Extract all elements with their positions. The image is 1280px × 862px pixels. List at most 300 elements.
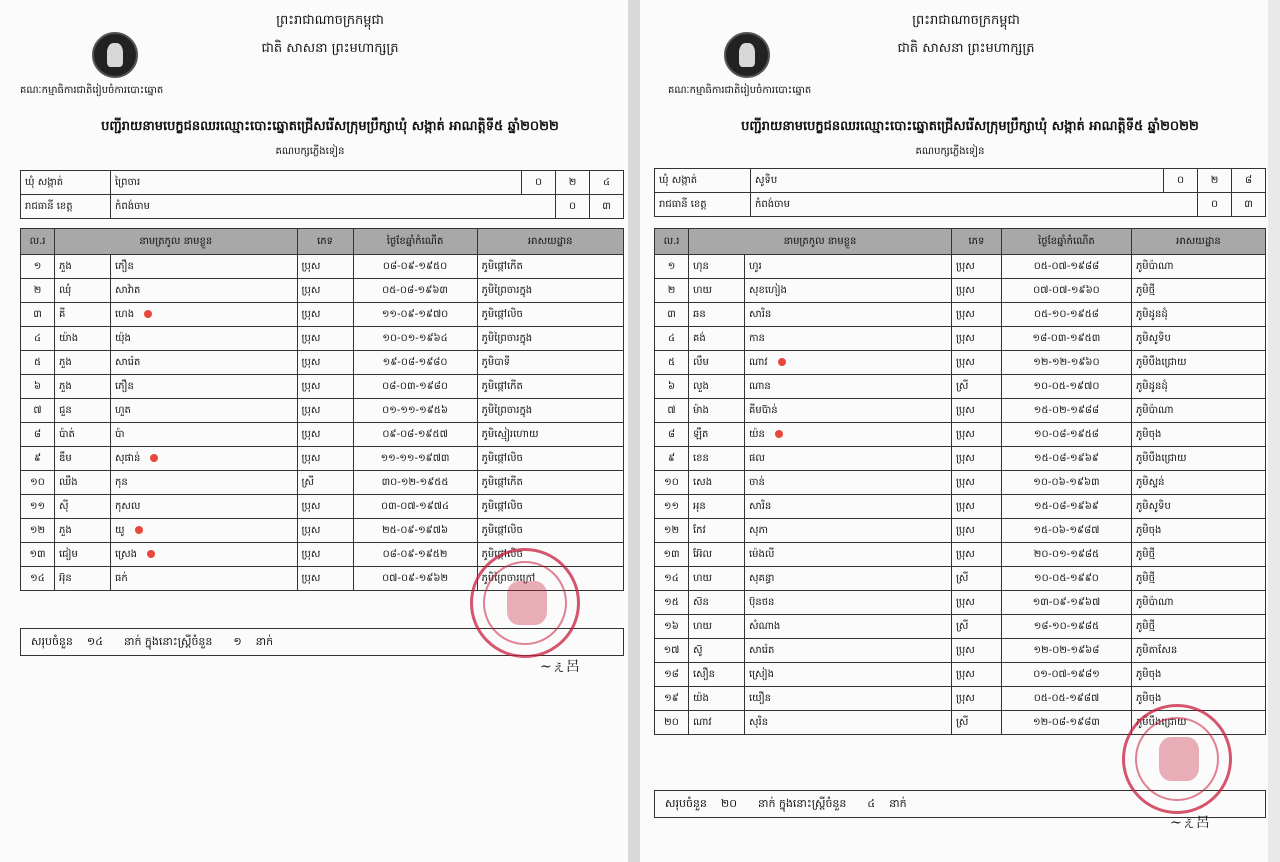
sex-cell-text: ប្រុស xyxy=(301,501,321,512)
address-cell-text: ភូមិបឹងជ្រោយ xyxy=(1135,453,1187,464)
date-of-birth xyxy=(353,519,477,543)
family-name-text: អ៊ុន xyxy=(59,573,72,584)
sex-cell xyxy=(951,423,1001,447)
sex-cell xyxy=(951,279,1001,303)
commune-code-digit: ៤ xyxy=(590,171,624,195)
address-cell-text: ភូមិបាទី xyxy=(481,357,511,368)
row-number-text: ១១ xyxy=(29,501,46,512)
given-name-text: សំណាង xyxy=(749,621,781,632)
date-of-birth-text: ០៥-០៨-១៩៦៣ xyxy=(382,285,448,296)
sex-cell xyxy=(951,615,1001,639)
address-cell xyxy=(1131,687,1265,711)
date-of-birth-text: ២៥-០៩-១៩៧៦ xyxy=(382,525,449,536)
sex-cell-text: ប្រុស xyxy=(301,453,321,464)
family-name xyxy=(689,255,745,279)
address-cell xyxy=(1131,639,1265,663)
given-name xyxy=(745,279,952,303)
sex-cell-text: ប្រុស xyxy=(301,525,321,536)
address-cell-text: ភូមិថ្មី xyxy=(1135,285,1155,296)
family-name xyxy=(689,471,745,495)
given-name xyxy=(745,687,952,711)
address-cell-text: ភូមិផ្កៅកើត xyxy=(481,261,523,272)
given-name-text: ណាន xyxy=(749,381,771,392)
date-of-birth xyxy=(1001,351,1131,375)
address-cell xyxy=(1131,375,1265,399)
row-number-text: ២ xyxy=(667,285,676,296)
date-of-birth xyxy=(353,327,477,351)
committee-name: គណៈកម្មាធិការជាតិរៀបចំការបោះឆ្នោត xyxy=(20,85,164,96)
row-number-text: ១១ xyxy=(663,501,680,512)
location-info-table xyxy=(654,168,1266,217)
address-cell xyxy=(477,519,623,543)
sex-cell-text: ប្រុស xyxy=(955,261,975,272)
row-number xyxy=(655,447,689,471)
date-of-birth-text: ១០-០៨-១៩៥៨ xyxy=(1034,429,1099,440)
date-of-birth xyxy=(353,447,477,471)
date-of-birth xyxy=(1001,711,1131,735)
given-name-text: ចាន់ xyxy=(749,477,765,488)
row-number xyxy=(21,351,55,375)
family-name xyxy=(689,423,745,447)
family-name-text: ឈឹង xyxy=(59,477,78,488)
signature: ~ぇ呂 xyxy=(1170,815,1210,831)
family-name xyxy=(689,495,745,519)
given-name-text: ស្រៀង xyxy=(749,669,774,680)
given-name-text: សុខហៀង xyxy=(749,285,787,296)
given-name xyxy=(745,495,952,519)
given-name xyxy=(745,543,952,567)
family-name-text: អ៊ែល xyxy=(693,549,713,560)
address-cell xyxy=(1131,519,1265,543)
address-cell-text: ភូមិចុង xyxy=(1135,693,1162,704)
family-name-text: ម៉ាង xyxy=(693,405,709,416)
given-name-text: សារ៉េត xyxy=(115,357,141,368)
date-of-birth-text: ១៥-០២-១៩៨៨ xyxy=(1033,405,1100,416)
column-header-sex: ភេទ xyxy=(951,229,1001,255)
date-of-birth xyxy=(353,471,477,495)
sex-cell-text: ស្រី xyxy=(301,477,315,488)
sex-cell xyxy=(297,423,353,447)
commune-name: ព្រៃចារ xyxy=(111,171,522,195)
official-seal-stamp xyxy=(1122,704,1232,814)
address-cell xyxy=(1131,255,1265,279)
date-of-birth-text: ១០-០៥-១៩៧០ xyxy=(1033,381,1100,392)
party-name: គណបក្សភ្លើងទៀន xyxy=(275,146,345,157)
family-name-text: ភួង xyxy=(59,261,72,272)
given-name-text: ភឿន xyxy=(115,381,134,392)
date-of-birth xyxy=(1001,663,1131,687)
row-number xyxy=(21,567,55,591)
document-page-1 xyxy=(0,0,628,862)
date-of-birth-text: ១៥-០៨-១៩៦៩ xyxy=(1034,453,1099,464)
family-name-text: កែវ xyxy=(693,525,706,536)
address-cell-text: ភូមិបឹងជ្រោយ xyxy=(1135,717,1187,728)
family-name xyxy=(55,495,111,519)
kingdom-header: ព្រះរាជាណាចក្រកម្ពុជា xyxy=(912,13,1020,28)
given-name xyxy=(111,399,298,423)
commune-code-digit: ០ xyxy=(522,171,556,195)
given-name xyxy=(111,471,298,495)
given-name-text: សារិន xyxy=(749,501,772,512)
given-name xyxy=(745,663,952,687)
sex-cell xyxy=(951,543,1001,567)
given-name xyxy=(745,711,952,735)
candidate-row xyxy=(655,615,1266,639)
row-number xyxy=(655,375,689,399)
given-name xyxy=(111,255,298,279)
sex-cell-text: ប្រុស xyxy=(955,333,975,344)
family-name xyxy=(689,279,745,303)
given-name-text: យ៉ុង xyxy=(115,333,131,344)
row-number-text: ១ xyxy=(667,261,676,272)
candidate-row xyxy=(655,471,1266,495)
family-name-text: ខេន xyxy=(693,453,709,464)
address-cell-text: ភូមិផ្កៅកើត xyxy=(481,381,523,392)
column-header-number: ល.រ xyxy=(21,229,55,255)
address-cell xyxy=(1131,543,1265,567)
given-name xyxy=(745,615,952,639)
family-name-text: ជួន xyxy=(59,405,72,416)
district-code-digit: ០ xyxy=(556,195,590,219)
row-number-text: ៧ xyxy=(33,405,42,416)
family-name-text: ប៉ាត់ xyxy=(59,429,75,440)
candidate-row xyxy=(655,375,1266,399)
candidate-row xyxy=(21,399,624,423)
row-number-text: ៨ xyxy=(667,429,676,440)
row-number-text: ៩ xyxy=(667,453,676,464)
address-cell xyxy=(477,423,623,447)
district-label: រាជធានី ខេត្ត xyxy=(21,195,111,219)
address-cell-text: ភូមិថ្មី xyxy=(1135,621,1155,632)
sex-cell-text: ស្រី xyxy=(955,621,969,632)
column-header-sex: ភេទ xyxy=(297,229,353,255)
family-name-text: ស៊ី xyxy=(59,501,69,512)
address-cell xyxy=(477,495,623,519)
given-name-text: សុផាន់ xyxy=(115,453,141,464)
sex-cell xyxy=(951,639,1001,663)
sex-cell-text: ប្រុស xyxy=(955,429,975,440)
family-name-text: អុន xyxy=(693,501,706,512)
red-mark-icon xyxy=(775,430,783,438)
family-name-text: លឹម xyxy=(693,357,709,368)
sex-cell xyxy=(297,495,353,519)
candidate-row xyxy=(655,423,1266,447)
family-name xyxy=(55,327,111,351)
row-number xyxy=(21,399,55,423)
family-name xyxy=(689,543,745,567)
address-cell-text: ភូមិចុង xyxy=(1135,429,1162,440)
address-cell-text: ភូមិព្រៃចារក្នុង xyxy=(481,405,533,416)
sex-cell-text: ប្រុស xyxy=(301,549,321,560)
sex-cell-text: ប្រុស xyxy=(955,477,975,488)
family-name-text: ហុន xyxy=(693,261,709,272)
date-of-birth-text: ១០-០១-១៩៦៤ xyxy=(382,333,448,344)
address-cell-text: ភូមិថ្មី xyxy=(1135,549,1155,560)
row-number-text: ១៦ xyxy=(664,621,679,632)
address-cell-text: ភូមិដូនដុំ xyxy=(1135,381,1168,392)
date-of-birth-text: ១១-១១-១៩៧៣ xyxy=(380,453,450,464)
family-name-text: លួង xyxy=(693,381,709,392)
family-name xyxy=(55,519,111,543)
row-number xyxy=(21,519,55,543)
address-cell-text: ភូមិផ្កៅលិច xyxy=(481,453,523,464)
family-name xyxy=(689,567,745,591)
row-number xyxy=(21,327,55,351)
sex-cell-text: ប្រុស xyxy=(301,429,321,440)
candidate-row xyxy=(21,471,624,495)
date-of-birth xyxy=(1001,567,1131,591)
necelection-emblem-icon xyxy=(92,32,138,78)
column-header-number: ល.រ xyxy=(655,229,689,255)
row-number xyxy=(655,351,689,375)
row-number-text: ៦ xyxy=(33,381,42,392)
row-number-text: ១៤ xyxy=(664,573,679,584)
family-name xyxy=(689,399,745,423)
necelection-emblem-icon xyxy=(724,32,770,78)
candidate-row xyxy=(655,399,1266,423)
row-number-text: ១២ xyxy=(663,525,680,536)
red-mark-icon xyxy=(150,454,158,462)
date-of-birth xyxy=(1001,471,1131,495)
address-cell-text: ភូមិប៉ាណា xyxy=(1135,261,1174,272)
date-of-birth xyxy=(1001,375,1131,399)
family-name-text: ភួង xyxy=(59,525,72,536)
given-name xyxy=(111,495,298,519)
row-number xyxy=(655,255,689,279)
date-of-birth xyxy=(353,351,477,375)
date-of-birth-text: ០៧-០៧-១៩៦០ xyxy=(1033,285,1100,296)
given-name xyxy=(745,399,952,423)
address-cell-text: ភូមិចុង xyxy=(1135,669,1162,680)
candidate-row xyxy=(21,255,624,279)
family-name xyxy=(55,471,111,495)
district-name: កំពង់ចាម xyxy=(111,195,556,219)
given-name-text: ហួត xyxy=(115,405,131,416)
date-of-birth-text: ១១-០៩-១៩៧០ xyxy=(381,309,449,320)
date-of-birth xyxy=(1001,399,1131,423)
date-of-birth-text: ០១-១១-១៩៥៦ xyxy=(382,405,448,416)
row-number xyxy=(655,543,689,567)
sex-cell xyxy=(951,375,1001,399)
page-gutter xyxy=(628,0,640,862)
family-name xyxy=(55,423,111,447)
date-of-birth-text: ១៨-០៣-១៩៥៣ xyxy=(1032,333,1101,344)
red-mark-icon xyxy=(144,310,152,318)
family-name-text: ឌឹម xyxy=(59,453,72,464)
family-name-text: ស៊ន xyxy=(693,597,709,608)
date-of-birth-text: ២០-០១-១៩៨៥ xyxy=(1033,549,1100,560)
sex-cell-text: ប្រុស xyxy=(955,453,975,464)
row-number-text: ១០ xyxy=(664,477,679,488)
sex-cell xyxy=(297,351,353,375)
date-of-birth-text: ១៩-០៨-១៩៨០ xyxy=(382,357,448,368)
given-name xyxy=(745,591,952,615)
family-name xyxy=(55,279,111,303)
sex-cell-text: ប្រុស xyxy=(301,405,321,416)
sex-cell-text: ប្រុស xyxy=(955,525,975,536)
sex-cell xyxy=(297,327,353,351)
row-number-text: ៣ xyxy=(33,309,42,320)
date-of-birth xyxy=(1001,279,1131,303)
official-seal-stamp xyxy=(470,548,580,658)
family-name-text: ឆន xyxy=(693,309,706,320)
family-name xyxy=(689,591,745,615)
sex-cell xyxy=(297,447,353,471)
red-mark-icon xyxy=(778,358,786,366)
sex-cell-text: ប្រុស xyxy=(955,501,975,512)
sex-cell xyxy=(297,399,353,423)
family-name-text: ហយ xyxy=(693,573,713,584)
row-number xyxy=(21,375,55,399)
date-of-birth-text: ០៥-០៥-១៩៨៧ xyxy=(1033,693,1100,704)
row-number-text: ១៩ xyxy=(664,693,679,704)
sex-cell-text: ប្រុស xyxy=(955,669,975,680)
date-of-birth-text: ០៧-០៩-១៩៦២ xyxy=(382,573,449,584)
sex-cell xyxy=(951,303,1001,327)
candidate-row xyxy=(21,519,624,543)
family-name xyxy=(55,375,111,399)
candidate-row xyxy=(655,543,1266,567)
sex-cell xyxy=(951,447,1001,471)
address-cell xyxy=(1131,471,1265,495)
given-name-text: កាន xyxy=(749,333,765,344)
sex-cell xyxy=(951,327,1001,351)
address-cell-text: ភូមិដូនដុំ xyxy=(1135,309,1168,320)
sex-cell xyxy=(951,471,1001,495)
address-cell-text: ភូមិថ្មី xyxy=(1135,573,1155,584)
given-name-text: យ៉ន xyxy=(749,429,765,440)
row-number-text: ៤ xyxy=(667,333,676,344)
date-of-birth-text: ១២-០២-១៩៦៨ xyxy=(1033,645,1100,656)
sex-cell-text: ប្រុស xyxy=(301,333,321,344)
candidate-row xyxy=(655,303,1266,327)
address-cell-text: ភូមិស្មៀរហោយ xyxy=(481,429,539,440)
date-of-birth-text: ៣០-១២-១៩៥៥ xyxy=(381,477,449,488)
address-cell-text: ភូមិផ្កៅលិច xyxy=(481,525,523,536)
row-number xyxy=(655,591,689,615)
location-info-table xyxy=(20,170,624,219)
date-of-birth xyxy=(1001,495,1131,519)
row-number xyxy=(21,303,55,327)
row-number-text: ១៥ xyxy=(664,597,679,608)
district-code-digit: ៣ xyxy=(590,195,624,219)
address-cell-text: ភូមិតាសែន xyxy=(1135,645,1178,656)
column-header-name: នាមត្រកូល នាមខ្លួន xyxy=(55,229,298,255)
row-number-text: ៣ xyxy=(667,309,676,320)
family-name xyxy=(689,519,745,543)
row-number-text: ១៨ xyxy=(664,669,679,680)
candidate-row xyxy=(655,279,1266,303)
given-name xyxy=(111,543,298,567)
date-of-birth xyxy=(1001,423,1131,447)
sex-cell xyxy=(951,663,1001,687)
family-name-text: ណាវ xyxy=(693,717,712,728)
sex-cell-text: ស្រី xyxy=(955,381,969,392)
given-name-text: យឿន xyxy=(749,693,772,704)
sex-cell-text: ប្រុស xyxy=(955,549,975,560)
sex-cell xyxy=(297,375,353,399)
row-number-text: ២ xyxy=(33,285,42,296)
address-cell xyxy=(1131,663,1265,687)
row-number-text: ១៣ xyxy=(29,549,46,560)
address-cell-text: ភូមិផ្កៅលិច xyxy=(481,549,523,560)
sex-cell xyxy=(951,399,1001,423)
family-name-text: គី xyxy=(59,309,66,320)
family-name xyxy=(55,351,111,375)
given-name-text: ធក់ xyxy=(115,573,128,584)
address-cell xyxy=(1131,279,1265,303)
row-number-text: ៨ xyxy=(33,429,42,440)
commune-code-digit: ២ xyxy=(1198,169,1232,193)
given-name xyxy=(745,639,952,663)
given-name xyxy=(111,447,298,471)
family-name xyxy=(55,255,111,279)
row-number xyxy=(655,639,689,663)
date-of-birth xyxy=(353,255,477,279)
row-number-text: ៥ xyxy=(667,357,676,368)
row-number-text: ៥ xyxy=(33,357,42,368)
date-of-birth xyxy=(353,495,477,519)
date-of-birth xyxy=(353,543,477,567)
sex-cell-text: ប្រុស xyxy=(301,285,321,296)
sex-cell-text: ប្រុស xyxy=(955,285,975,296)
candidate-row xyxy=(21,447,624,471)
candidate-table xyxy=(654,228,1266,735)
given-name-text: សុរិន xyxy=(749,717,769,728)
given-name-text: កុសល xyxy=(115,501,141,512)
family-name xyxy=(55,567,111,591)
address-cell-text: ភូមិបឹងជ្រោយ xyxy=(1135,357,1187,368)
row-number xyxy=(655,567,689,591)
district-code-digit: ៣ xyxy=(1232,193,1266,217)
sex-cell xyxy=(951,687,1001,711)
given-name-text: កុន xyxy=(115,477,128,488)
commune-name: សូទិប xyxy=(751,169,1164,193)
sex-cell xyxy=(951,519,1001,543)
family-name xyxy=(689,447,745,471)
address-cell xyxy=(1131,447,1265,471)
given-name xyxy=(111,423,298,447)
motto-header: ជាតិ សាសនា ព្រះមហាក្សត្រ xyxy=(897,41,1035,56)
given-name xyxy=(111,567,298,591)
given-name-text: សាវ៉ាត xyxy=(115,285,141,296)
date-of-birth xyxy=(1001,591,1131,615)
given-name-text: ភឿន xyxy=(115,261,134,272)
date-of-birth-text: ១៣-០៩-១៩៦៧ xyxy=(1032,597,1101,608)
date-of-birth-text: ១២-០៨-១៩៨៣ xyxy=(1033,717,1100,728)
given-name-text: ផល xyxy=(749,453,765,464)
sex-cell xyxy=(951,567,1001,591)
row-number xyxy=(655,711,689,735)
column-header-name: នាមត្រកូល នាមខ្លួន xyxy=(689,229,952,255)
given-name-text: សារ៉េត xyxy=(749,645,775,656)
row-number-text: ២០ xyxy=(664,717,679,728)
date-of-birth xyxy=(1001,615,1131,639)
sex-cell xyxy=(297,255,353,279)
address-cell xyxy=(1131,591,1265,615)
family-name-text: ជៀម xyxy=(59,549,78,560)
row-number-text: ១២ xyxy=(29,525,46,536)
sex-cell-text: ប្រុស xyxy=(955,309,975,320)
family-name-text: ភួង xyxy=(59,357,72,368)
date-of-birth-text: ០៩-០៨-១៩៥៧ xyxy=(382,429,448,440)
row-number-text: ៩ xyxy=(33,453,42,464)
sex-cell-text: ប្រុស xyxy=(955,357,975,368)
candidate-row xyxy=(21,495,624,519)
given-name xyxy=(745,375,952,399)
address-cell-text: ភូមិផ្កៅកើត xyxy=(481,477,523,488)
candidate-row xyxy=(21,351,624,375)
